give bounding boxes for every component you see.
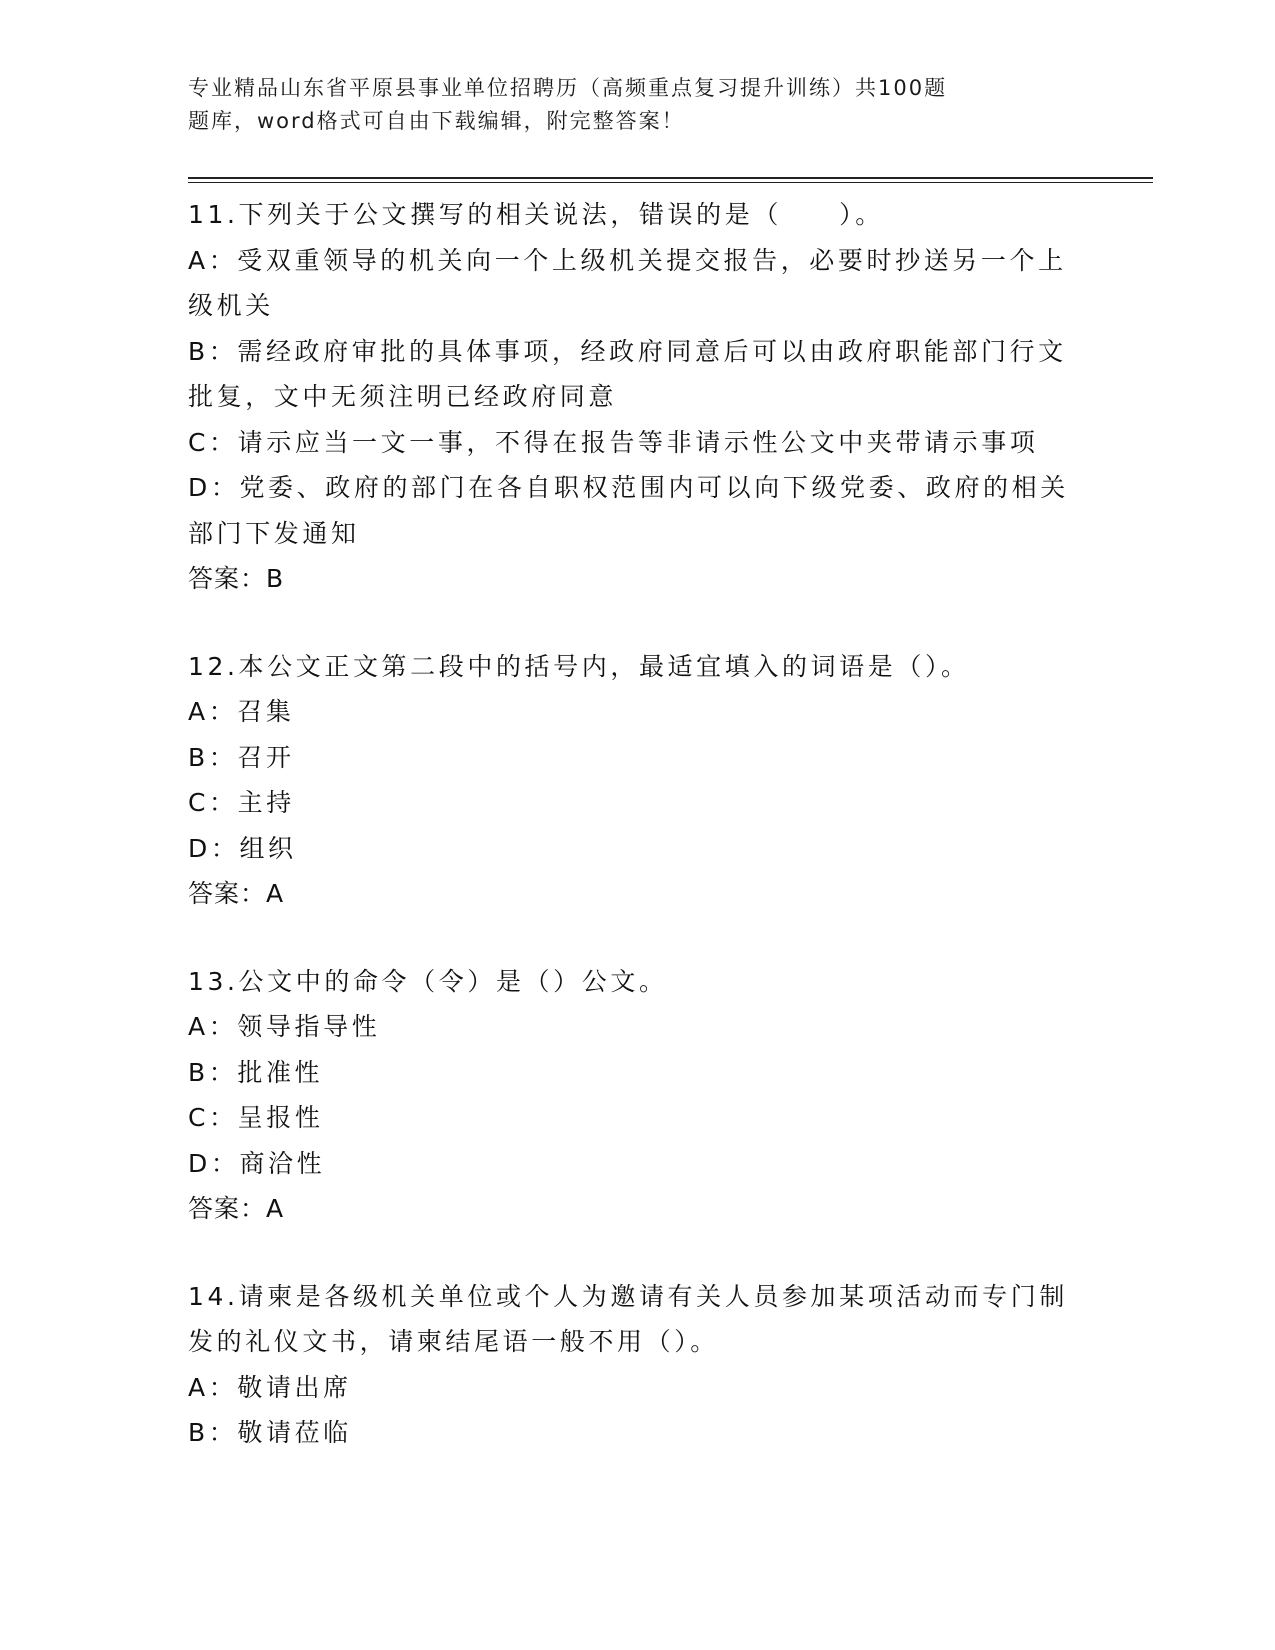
question-option: 级机关 [188,291,274,320]
question-option: A：领导指导性 [188,1012,381,1041]
question-stem: 发的礼仪文书，请柬结尾语一般不用（）。 [188,1327,719,1356]
question-option: B：批准性 [188,1057,324,1087]
question-item [188,959,1068,1232]
question-item [188,1274,1068,1456]
question-option: A：敬请出席 [188,1372,352,1402]
question-stem: 13.公文中的命令（令）是（）公文。 [188,966,668,996]
question-option: D：党委、政府的部门在各自职权范围内可以向下级党委、政府的相关 [188,473,1069,502]
question-option: C：请示应当一文一事，不得在报告等非请示性公文中夹带请示事项 [188,427,1039,457]
question-stem: 14.请柬是各级机关单位或个人为邀请有关人员参加某项活动而专门制 [188,1281,1068,1311]
question-item [188,192,1068,602]
question-list [188,192,1068,1498]
question-stem: 11.下列关于公文撰写的相关说法，错误的是（ ）。 [188,200,884,229]
question-option: C：呈报性 [188,1103,324,1132]
header-divider-thick [188,177,1153,179]
question-option: A：召集 [188,697,295,726]
header-line-1: 专业精品山东省平原县事业单位招聘历（高频重点复习提升训练）共100题 [188,76,948,100]
header-line-2: 题库，word格式可自由下载编辑，附完整答案！ [188,109,685,133]
question-stem: 12.本公文正文第二段中的括号内，最适宜填入的词语是（）。 [188,651,970,681]
document-header [188,72,1028,138]
question-answer: 答案：A [188,879,285,908]
question-answer: 答案：A [188,1194,285,1223]
question-option: D：商洽性 [188,1148,326,1178]
question-item [188,644,1068,917]
question-option: 批复，文中无须注明已经政府同意 [188,382,618,411]
question-option: B：召开 [188,742,295,772]
question-option: A：受双重领导的机关向一个上级机关提交报告，必要时抄送另一个上 [188,245,1067,275]
question-option: C：主持 [188,788,295,817]
question-option: B：敬请莅临 [188,1418,352,1447]
question-answer: 答案：B [188,564,285,593]
question-option: D：组织 [188,833,297,863]
question-option: B：需经政府审批的具体事项，经政府同意后可以由政府职能部门行文 [188,336,1067,366]
header-divider-thin [188,182,1153,183]
question-option: 部门下发通知 [188,518,360,548]
